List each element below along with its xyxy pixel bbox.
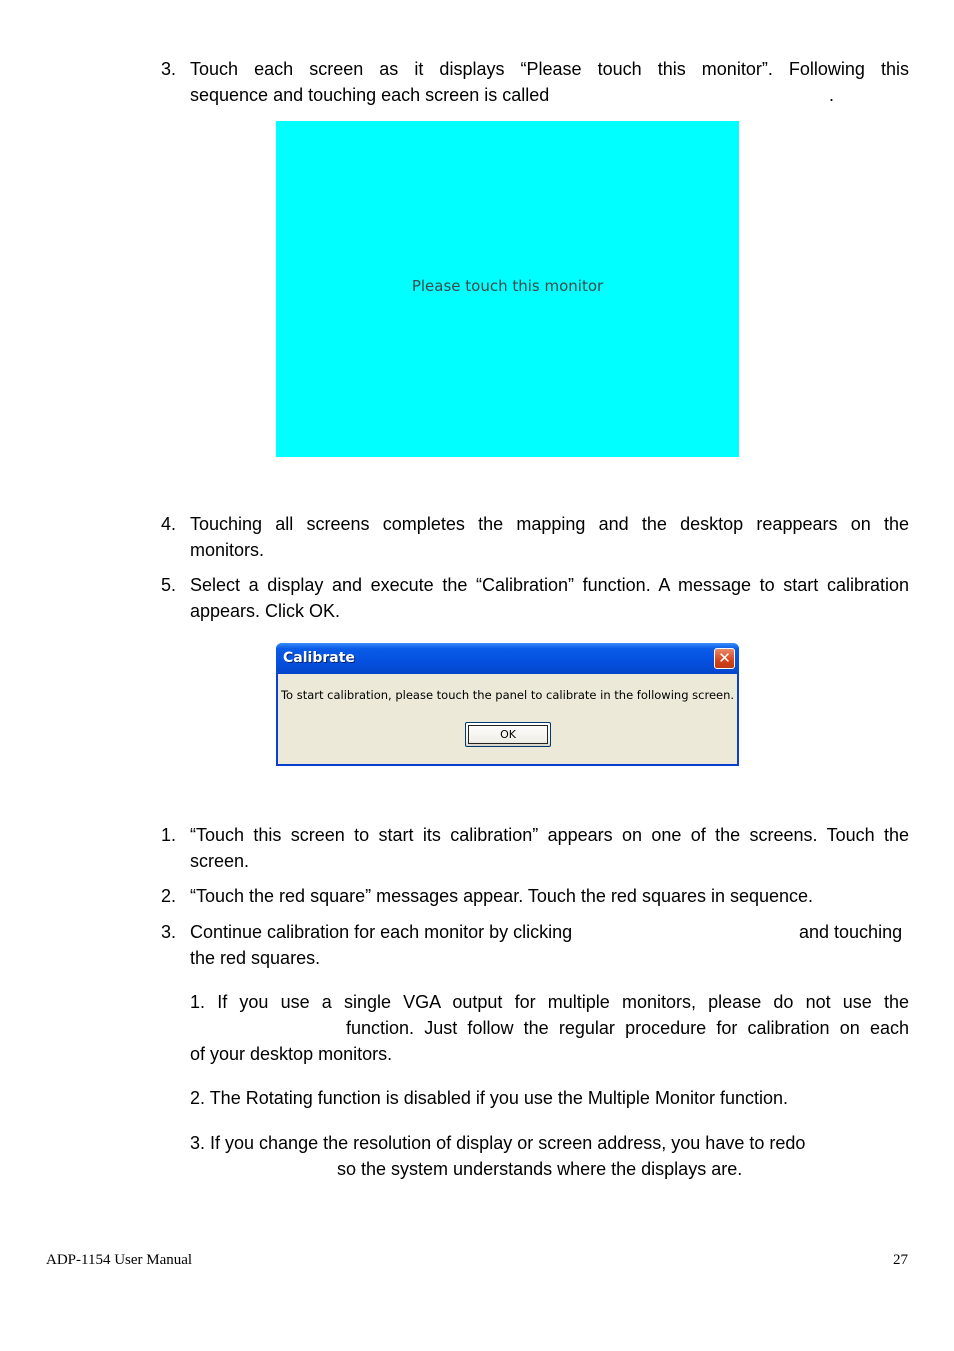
step5-line1: Select a display and execute the “Calibration” function. A message to start calibration <box>190 575 909 595</box>
list-number: 3. <box>161 59 177 79</box>
step3-line1: Touch each screen as it displays “Please touch this monitor”. Following this <box>190 59 909 79</box>
close-icon[interactable]: ✕ <box>714 648 735 669</box>
note3-line2: so the system understands where the displays are. <box>337 1159 743 1179</box>
list2-item3-line1a: Continue calibration for each monitor by clicking <box>190 922 573 942</box>
dialog-titlebar <box>276 643 739 674</box>
list2-item3-line1b: and touching <box>799 922 903 942</box>
list2-item2-line1: “Touch the red square” messages appear. Touch the red squares in sequence. <box>190 886 814 906</box>
list-number: 5. <box>161 575 177 595</box>
step5-line2: appears. Click OK. <box>190 601 341 621</box>
note1-line2: function. Just follow the regular procedure for calibration on each <box>346 1018 909 1038</box>
ok-button-focus-ring <box>468 725 548 744</box>
list2-item1-line1: “Touch this screen to start its calibration” appears on one of the screens. Touch the <box>190 825 909 845</box>
list-number: 4. <box>161 514 177 534</box>
ok-button-label: OK <box>500 728 516 741</box>
step4-line1: Touching all screens completes the mapping and the desktop reappears on the <box>190 514 909 534</box>
note2: 2. The Rotating function is disabled if you use the Multiple Monitor function. <box>190 1088 789 1108</box>
footer-manual-title: ADP-1154 User Manual <box>46 1252 193 1268</box>
list-number: 1. <box>161 825 177 845</box>
page-number: 27 <box>893 1252 908 1268</box>
step3-period: . <box>829 85 835 105</box>
list-number: 2. <box>161 886 177 906</box>
step3-line2: sequence and touching each screen is called <box>190 85 550 105</box>
step4-line2: monitors. <box>190 540 265 560</box>
list2-item1-line2: screen. <box>190 851 250 871</box>
note1-line3: of your desktop monitors. <box>190 1044 393 1064</box>
touch-monitor-screenshot <box>276 121 739 457</box>
note3-line1: 3. If you change the resolution of display or screen address, you have to redo <box>190 1133 806 1153</box>
ok-button[interactable] <box>465 722 551 747</box>
calibrate-dialog <box>276 643 739 766</box>
list2-item3-line2: the red squares. <box>190 948 321 968</box>
note1-line1: 1. If you use a single VGA output for multiple monitors, please do not use the <box>190 992 909 1012</box>
touch-monitor-message: Please touch this monitor <box>411 277 604 295</box>
dialog-message: To start calibration, please touch the panel to calibrate in the following screen. <box>280 688 735 702</box>
list-number: 3. <box>161 922 177 942</box>
dialog-title: Calibrate <box>283 650 355 666</box>
